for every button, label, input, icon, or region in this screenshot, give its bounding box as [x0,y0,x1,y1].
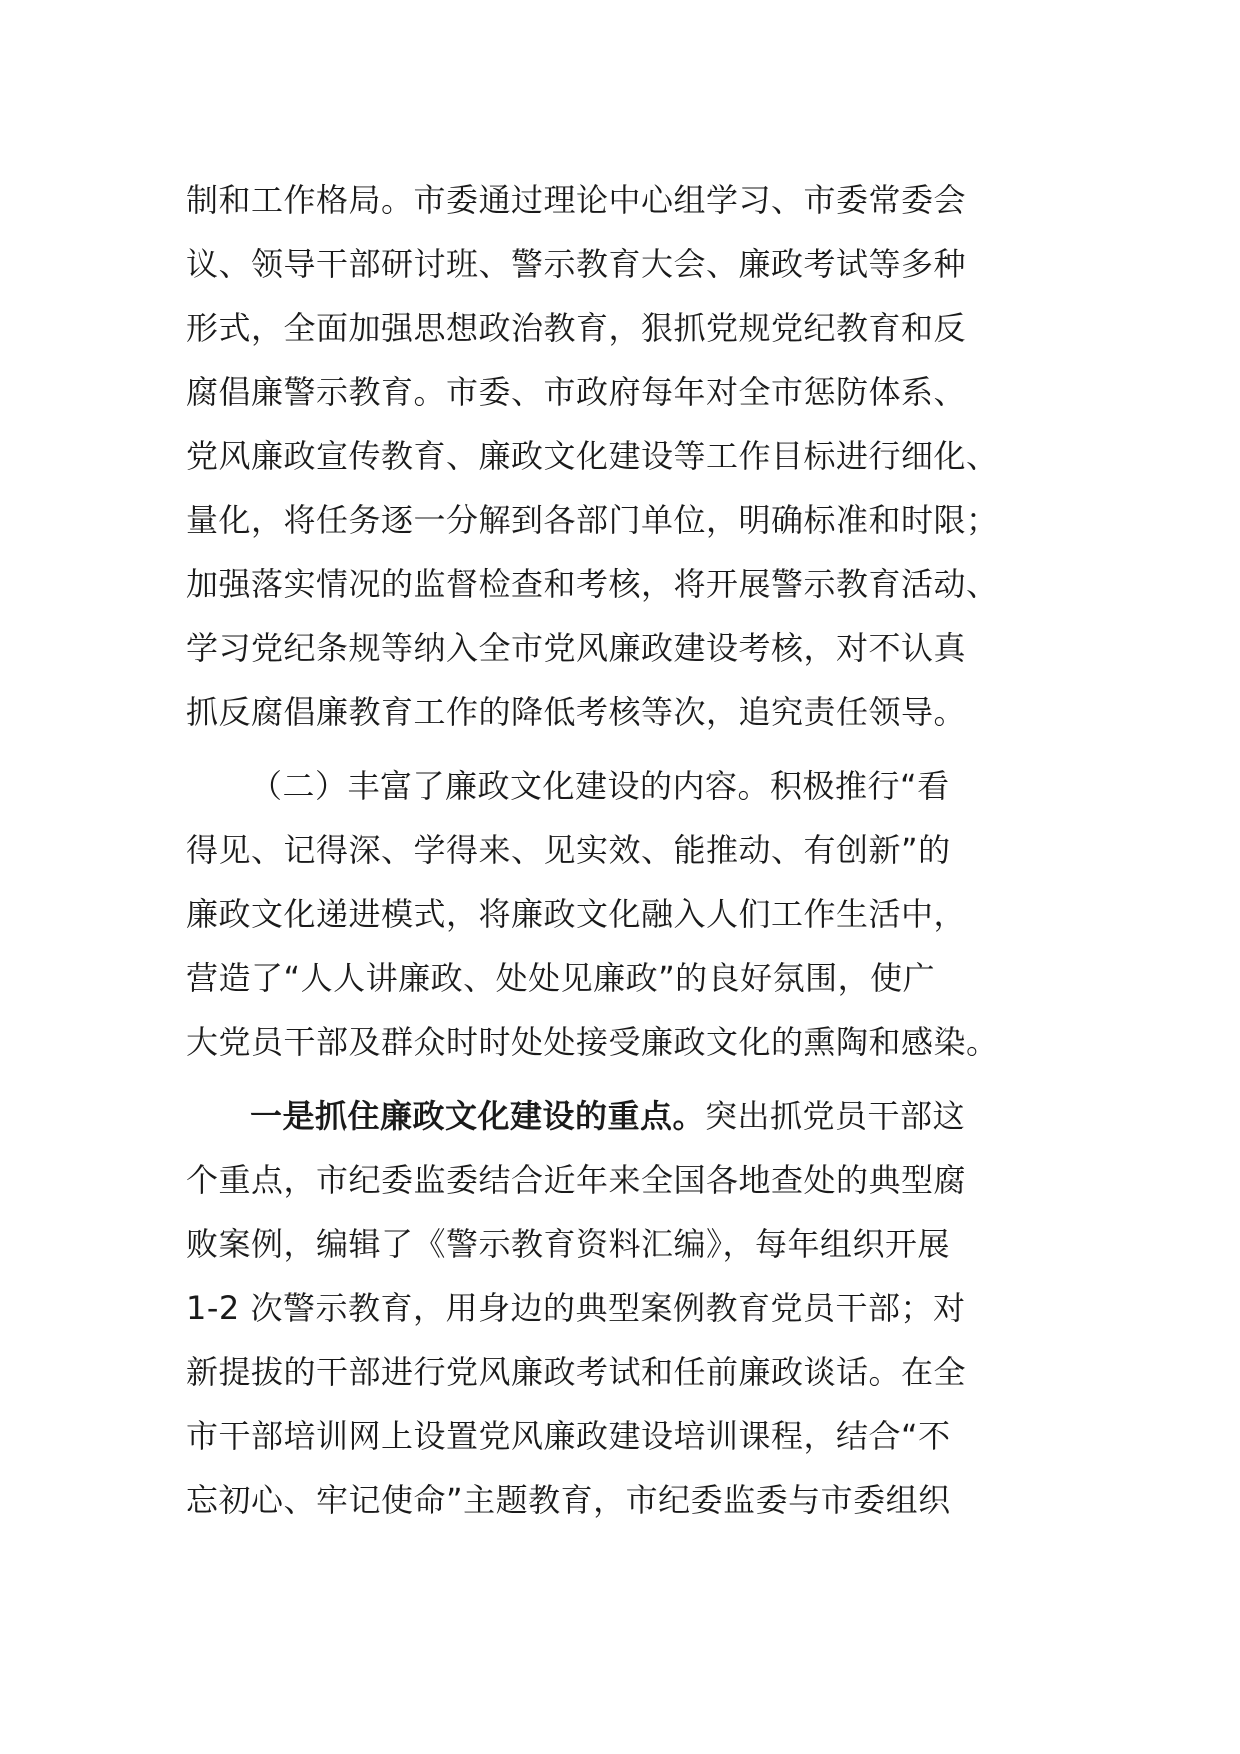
text-line: 1-2 次警示教育，用身边的典型案例教育党员干部；对 [186,1289,966,1327]
text-line: 腐倡廉警示教育。市委、市政府每年对全市惩防体系、 [186,373,967,411]
text-line: 新提拔的干部进行党风廉政考试和任前廉政谈话。在全 [186,1353,967,1391]
text-line: 党风廉政宣传教育、廉政文化建设等工作目标进行细化、 [186,437,999,475]
text-line: 大党员干部及群众时时处处接受廉政文化的熏陶和感染。 [186,1023,999,1061]
text-line: 议、领导干部研讨班、警示教育大会、廉政考试等多种 [186,245,967,283]
text-line: 形式，全面加强思想政治教育，狠抓党规党纪教育和反 [186,309,967,347]
text-line: 制和工作格局。市委通过理论中心组学习、市委常委会 [186,181,967,219]
text-line: 市干部培训网上设置党风廉政建设培训课程，结合“不 [186,1417,951,1455]
text-line: 加强落实情况的监督检查和考核，将开展警示教育活动、 [186,565,999,603]
paragraph-2 [186,754,1086,1074]
text-line: 量化，将任务逐一分解到各部门单位，明确标准和时限； [186,501,999,539]
text-line: 学习党纪条规等纳入全市党风廉政建设考核，对不认真 [186,629,967,667]
text-line: 营造了“人人讲廉政、处处见廉政”的良好氛围，使广 [186,959,936,997]
text-line: 忘初心、牢记使命”主题教育，市纪委监委与市委组织 [186,1481,951,1519]
document-body [186,168,1086,1532]
text-line [186,1084,1086,1148]
paragraph-1 [186,168,1086,744]
paragraph-heading: 一是抓住廉政文化建设的重点。 [250,1097,706,1135]
text-line: 败案例，编辑了《警示教育资料汇编》，每年组织开展 [186,1225,951,1263]
text-line: 廉政文化递进模式，将廉政文化融入人们工作生活中， [186,895,967,933]
paragraph-3 [186,1084,1086,1532]
paragraph-lead-text: 突出抓党员干部这 [705,1097,966,1135]
text-line: 抓反腐倡廉教育工作的降低考核等次，追究责任领导。 [186,693,967,731]
text-line: （二）丰富了廉政文化建设的内容。积极推行“看 [250,767,950,805]
text-line: 得见、记得深、学得来、见实效、能推动、有创新”的 [186,831,951,869]
text-line: 个重点，市纪委监委结合近年来全国各地查处的典型腐 [186,1161,967,1199]
